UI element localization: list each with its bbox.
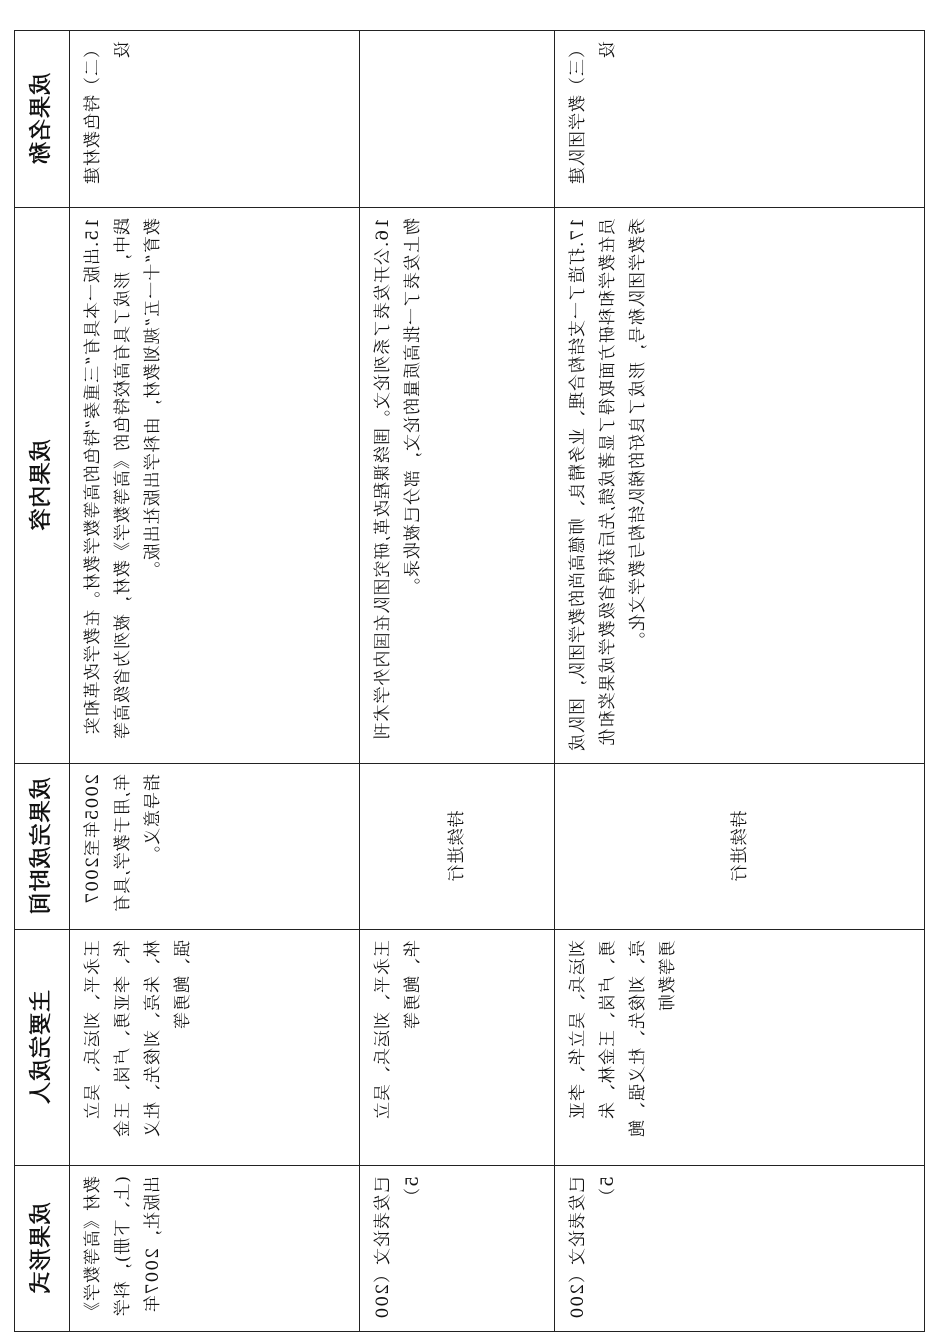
- header-row: [15, 31, 70, 1332]
- table-row: [360, 31, 555, 1332]
- header-form: 成果形式: [15, 1166, 70, 1332]
- table-row: [70, 31, 360, 1332]
- header-time: 成果完成时间: [15, 764, 70, 930]
- header-content: 成果内容: [15, 208, 70, 764]
- table-row: [555, 31, 925, 1332]
- header-people: 主要完成人: [15, 930, 70, 1166]
- header-name: 成果名称: [15, 31, 70, 208]
- row-name: （三）教学团队建设: [555, 31, 925, 208]
- achievement-table: [14, 30, 925, 1332]
- row-name: [360, 31, 555, 208]
- row-content: 15.出版一本具有“三重奏”特色的高等数学教材。在教学改革和实践中，形成了具有高校特色的《高等数学》教材，被列为省级高等教育“十一五”规划教材，由科学出版社出版。: [70, 208, 360, 764]
- row-content: 17.打造了一支结构合理、业务精良、师德高尚的教学团队，团队成员在教学和科研方面取得了显著成绩,先后获得省级教学成果奖和优秀教学团队称号，形成了良好的梯队结构与教学文化。: [555, 208, 925, 764]
- row-name: （二）特色教材建设: [70, 31, 360, 208]
- row-people: 王永平、刘运兵、吴立华、鲍勇等: [360, 930, 555, 1166]
- row-form: 已发表论文（2005）: [555, 1166, 925, 1332]
- row-time: 2005年至2007年,用于教学,具有指导意义。: [70, 764, 360, 930]
- row-form: 已发表论文（2005）: [360, 1166, 555, 1332]
- row-form: 教材《高等数学》(上、下册)，科学出版社，2007年: [70, 1166, 360, 1332]
- row-content: 16.公开发表了系列论文。围绕课程改革,研究团队在国内外学术刊物上发表了一批高质量的论文，部分已被收录。: [360, 208, 555, 764]
- row-time: 持续进行: [360, 764, 555, 930]
- row-time: 持续进行: [555, 764, 925, 930]
- row-people: 王永平、刘运兵、吴立华、李亚勇、卢岗、王金林、朱亮、刘俊先、杜义强、鲍勇等: [70, 930, 360, 1166]
- row-people: 刘运兵、吴立华、李亚勇、卢岗、王金林、朱亮、刘俊先、杜义强、鲍勇等教师: [555, 930, 925, 1166]
